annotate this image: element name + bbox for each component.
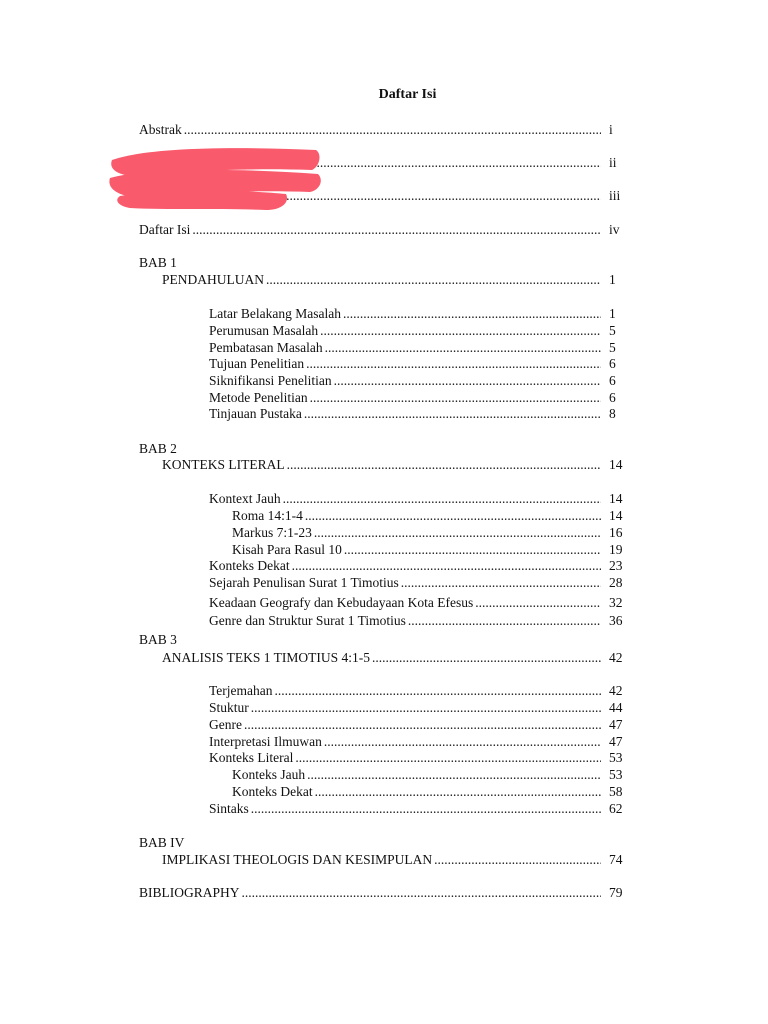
- toc-entry: Genre dan Struktur Surat 1 Timotius ..... 36: [209, 612, 629, 629]
- toc-entry: Roma 14:1-4 ..... 14: [232, 507, 629, 524]
- bab1-heading: BAB 1: [139, 255, 177, 270]
- bab4-chapter: IMPLIKASI THEOLOGIS DAN KESIMPULAN ..... 74: [162, 851, 629, 868]
- toc-entry: Latar Belakang Masalah ..... 1: [209, 305, 629, 322]
- toc-entry: Stuktur ..... 44: [209, 699, 629, 716]
- bab1-chapter: PENDAHULUAN ..... 1: [162, 271, 629, 288]
- toc-entry: Terjemahan ..... 42: [209, 682, 629, 699]
- toc-entry: Interpretasi Ilmuwan ..... 47: [209, 733, 629, 750]
- toc-entry-redacted-1: ..... ii: [139, 154, 629, 171]
- toc-entry: Genre ..... 47: [209, 716, 629, 733]
- bab3-chapter: ANALISIS TEKS 1 TIMOTIUS 4:1-5 ..... 42: [162, 649, 629, 666]
- toc-entry-bibliography: BIBLIOGRAPHY ..... 79: [139, 884, 629, 901]
- toc-entry: Konteks Literal ..... 53: [209, 749, 629, 766]
- toc-entry-abstrak: Abstrak ..... i: [139, 121, 629, 138]
- page-title: Daftar Isi: [378, 87, 437, 102]
- toc-entry: Tinjauan Pustaka ..... 8: [209, 405, 629, 422]
- redaction-mark: [106, 146, 324, 212]
- toc-entry: Markus 7:1-23 ..... 16: [232, 524, 629, 541]
- toc-entry: Siknifikansi Penelitian ..... 6: [209, 372, 629, 389]
- toc-entry: Metode Penelitian ..... 6: [209, 389, 629, 406]
- toc-entry-daftar-isi: Daftar Isi ..... iv: [139, 221, 629, 238]
- toc-entry: Konteks Dekat ..... 23: [209, 557, 629, 574]
- toc-entry: Konteks Dekat ..... 58: [232, 783, 629, 800]
- toc-entry: Kontext Jauh ..... 14: [209, 490, 629, 507]
- toc-entry: Kisah Para Rasul 10 ..... 19: [232, 541, 629, 558]
- bab4-heading: BAB IV: [139, 835, 185, 850]
- toc-entry: Pembatasan Masalah ..... 5: [209, 339, 629, 356]
- bab3-heading: BAB 3: [139, 632, 177, 647]
- toc-entry: Keadaan Geografy dan Kebudayaan Kota Efesus ..... 32: [209, 594, 629, 611]
- bab2-heading: BAB 2: [139, 441, 177, 456]
- toc-entry: Perumusan Masalah ..... 5: [209, 322, 629, 339]
- toc-entry: Sejarah Penulisan Surat 1 Timotius ..... 28: [209, 574, 629, 591]
- bab2-chapter: KONTEKS LITERAL ..... 14: [162, 456, 629, 473]
- toc-entry: Tujuan Penelitian ..... 6: [209, 355, 629, 372]
- toc-entry-redacted-2: ..... iii: [139, 187, 629, 204]
- toc-entry: Sintaks ..... 62: [209, 800, 629, 817]
- toc-entry: Konteks Jauh ..... 53: [232, 766, 629, 783]
